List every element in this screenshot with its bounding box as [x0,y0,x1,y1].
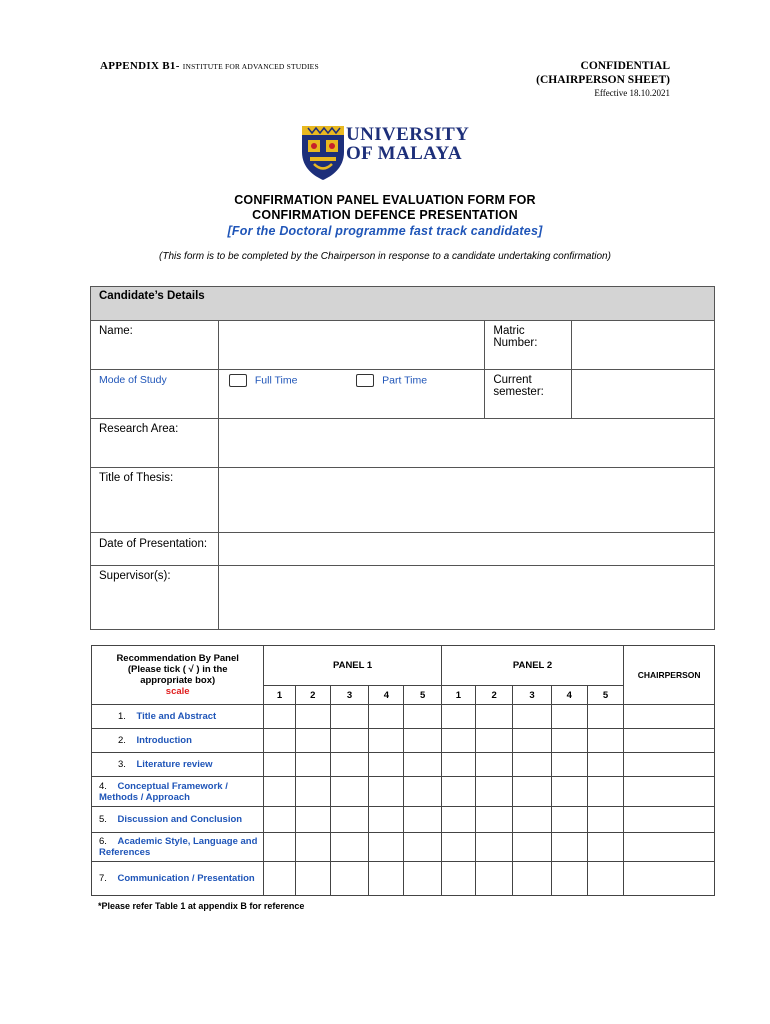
score-header: 5 [404,686,441,705]
panel-2-score-cell[interactable] [551,705,587,729]
panel-1-score-cell[interactable] [295,705,330,729]
candidate-details-table [90,286,715,630]
panel-2-score-cell[interactable] [513,777,551,807]
panel-1-score-cell[interactable] [330,753,368,777]
panel-1-score-cell[interactable] [264,862,295,896]
panel-2-score-cell[interactable] [513,753,551,777]
score-header: 5 [587,686,623,705]
panel-2-score-cell[interactable] [513,833,551,862]
confidential-block [536,59,670,100]
score-header: 3 [513,686,551,705]
panel-2-header: PANEL 2 [441,646,623,686]
criterion-label: Conceptual Framework / Methods / Approach [99,780,228,803]
criterion-label-cell [92,807,264,833]
panel-1-score-cell[interactable] [404,862,441,896]
criterion-row [92,833,715,862]
part-time-checkbox[interactable] [356,374,374,387]
panel-2-score-cell[interactable] [476,833,513,862]
form-subtitle: [For the Doctoral programme fast track candidates] [227,224,543,238]
mode-of-study-label: Mode of Study [91,370,219,419]
panel-2-score-cell[interactable] [587,729,623,753]
panel-2-score-cell[interactable] [551,833,587,862]
criterion-row [92,753,715,777]
panel-1-score-cell[interactable] [264,753,295,777]
chairperson-score-cell[interactable] [624,862,715,896]
chairperson-score-cell[interactable] [624,807,715,833]
current-semester-field[interactable] [572,370,715,419]
university-crest-icon [300,124,346,182]
criterion-number: 6. [99,836,107,847]
criterion-number: 7. [99,873,107,884]
scale-label: scale [165,686,190,697]
criterion-row [92,862,715,896]
appendix-label [100,60,319,72]
panel-2-score-cell[interactable] [587,807,623,833]
panel-2-score-cell[interactable] [587,862,623,896]
panel-1-score-cell[interactable] [295,729,330,753]
panel-1-score-cell[interactable] [295,862,330,896]
panel-1-score-cell[interactable] [369,777,404,807]
panel-2-score-cell[interactable] [587,777,623,807]
criterion-row [92,777,715,807]
panel-1-score-cell[interactable] [264,777,295,807]
panel-2-score-cell[interactable] [551,807,587,833]
panel-1-score-cell[interactable] [330,705,368,729]
part-time-option[interactable] [356,370,485,419]
criterion-label-cell [92,833,264,862]
criterion-label: Communication / Presentation [117,873,255,884]
rec-line-1: Recommendation By Panel [116,653,239,664]
panel-1-score-cell[interactable] [264,729,295,753]
chairperson-header: CHAIRPERSON [624,646,715,705]
panel-1-score-cell[interactable] [404,729,441,753]
panel-2-score-cell[interactable] [476,729,513,753]
chairperson-score-cell[interactable] [624,833,715,862]
supervisor-field[interactable] [218,566,714,630]
panel-2-score-cell[interactable] [476,807,513,833]
score-header: 2 [476,686,513,705]
score-header: 4 [551,686,587,705]
criterion-label: Discussion and Conclusion [117,814,243,825]
panel-2-score-cell[interactable] [441,777,475,807]
panel-1-score-cell[interactable] [330,807,368,833]
wordmark-line-1: UNIVERSITY [346,124,470,145]
supervisor-label: Supervisor(s): [91,566,219,630]
thesis-title-label: Title of Thesis: [91,468,219,533]
panel-1-score-cell[interactable] [295,777,330,807]
criterion-row [92,705,715,729]
panel-1-score-cell[interactable] [330,729,368,753]
panel-1-score-cell[interactable] [369,807,404,833]
current-semester-label: Current semester: [485,370,572,419]
matric-field[interactable] [572,321,715,370]
panel-1-score-cell[interactable] [369,833,404,862]
panel-2-score-cell[interactable] [513,705,551,729]
full-time-label: Full Time [254,374,298,387]
panel-2-score-cell[interactable] [441,807,475,833]
panel-1-score-cell[interactable] [369,705,404,729]
panel-1-score-cell[interactable] [404,753,441,777]
effective-date: Effective 18.10.2021 [594,88,670,98]
institute-name: INSTITUTE FOR ADVANCED STUDIES [182,62,319,71]
panel-1-score-cell[interactable] [330,777,368,807]
name-field[interactable] [218,321,484,370]
panel-2-score-cell[interactable] [441,753,475,777]
form-title-line-1: CONFIRMATION PANEL EVALUATION FORM FOR [234,193,536,207]
criterion-label-cell [92,777,264,807]
panel-2-score-cell[interactable] [441,862,475,896]
panel-1-score-cell[interactable] [264,807,295,833]
criterion-label: Literature review [136,759,213,770]
panel-2-score-cell[interactable] [476,753,513,777]
panel-1-score-cell[interactable] [264,833,295,862]
reference-note: *Please refer Table 1 at appendix B for reference [98,901,305,911]
name-label: Name: [91,321,219,370]
form-instruction: (This form is to be completed by the Chairperson in response to a candidate undertaking confirmation) [159,251,611,262]
panel-2-score-cell[interactable] [587,753,623,777]
score-header: 1 [441,686,475,705]
criterion-label: Title and Abstract [136,711,217,722]
panel-2-score-cell[interactable] [513,862,551,896]
rec-line-2: (Please tick ( √ ) in the [127,664,228,675]
criterion-number: 2. [118,735,126,746]
panel-1-score-cell[interactable] [369,862,404,896]
panel-1-score-cell[interactable] [404,807,441,833]
chairperson-score-cell[interactable] [624,705,715,729]
panel-2-score-cell[interactable] [551,753,587,777]
part-time-label: Part Time [382,374,428,387]
panel-1-score-cell[interactable] [369,753,404,777]
panel-1-score-cell[interactable] [404,833,441,862]
panel-2-score-cell[interactable] [587,833,623,862]
panel-2-score-cell[interactable] [476,777,513,807]
panel-2-score-cell[interactable] [551,862,587,896]
criterion-label-cell [92,705,264,729]
panel-1-score-cell[interactable] [330,833,368,862]
criteria-rows [92,705,715,896]
panel-1-score-cell[interactable] [295,807,330,833]
panel-1-header: PANEL 1 [264,646,441,686]
panel-2-score-cell[interactable] [551,729,587,753]
panel-2-score-cell[interactable] [441,729,475,753]
chairperson-score-cell[interactable] [624,729,715,753]
panel-1-score-cell[interactable] [404,705,441,729]
criterion-number: 1. [118,711,126,722]
full-time-checkbox[interactable] [229,374,247,387]
panel-2-score-cell[interactable] [513,729,551,753]
presentation-date-label: Date of Presentation: [91,533,219,566]
appendix-code: APPENDIX B1- [100,60,180,72]
score-header: 1 [264,686,295,705]
criterion-label: Academic Style, Language and References [99,836,258,858]
criterion-label-cell [92,753,264,777]
thesis-title-field[interactable] [218,468,714,533]
confidential-label: CONFIDENTIAL [580,60,670,72]
evaluation-table [91,645,715,896]
panel-2-score-cell[interactable] [441,833,475,862]
research-area-label: Research Area: [91,419,219,468]
criterion-row [92,807,715,833]
panel-1-score-cell[interactable] [369,729,404,753]
panel-2-score-cell[interactable] [513,807,551,833]
criterion-number: 5. [99,814,107,825]
panel-2-score-cell[interactable] [476,862,513,896]
matric-label: Matric Number: [485,321,572,370]
panel-1-score-cell[interactable] [330,862,368,896]
criterion-label-cell [92,862,264,896]
chairperson-score-cell[interactable] [624,777,715,807]
presentation-date-field[interactable] [218,533,714,566]
panel-1-score-cell[interactable] [295,833,330,862]
candidate-details-heading: Candidate’s Details [91,287,715,321]
full-time-option[interactable] [218,370,356,419]
rec-line-3: appropriate box) [140,675,216,686]
wordmark-line-2: OF MALAYA [346,143,463,164]
score-header: 2 [295,686,330,705]
score-header: 3 [330,686,368,705]
chairperson-score-cell[interactable] [624,753,715,777]
sheet-label: (CHAIRPERSON SHEET) [536,74,670,86]
score-header: 4 [369,686,404,705]
panel-1-score-cell[interactable] [295,753,330,777]
criterion-label-cell [92,729,264,753]
research-area-field[interactable] [218,419,714,468]
panel-2-score-cell[interactable] [441,705,475,729]
university-wordmark [346,125,469,163]
criterion-number: 3. [118,759,126,770]
panel-2-score-cell[interactable] [551,777,587,807]
panel-1-score-cell[interactable] [264,705,295,729]
criterion-number: 4. [99,780,107,792]
recommendation-header [92,646,264,705]
criterion-row [92,729,715,753]
criterion-label: Introduction [136,735,192,746]
form-title-line-2: CONFIRMATION DEFENCE PRESENTATION [252,208,518,222]
panel-1-score-cell[interactable] [404,777,441,807]
panel-2-score-cell[interactable] [587,705,623,729]
panel-2-score-cell[interactable] [476,705,513,729]
